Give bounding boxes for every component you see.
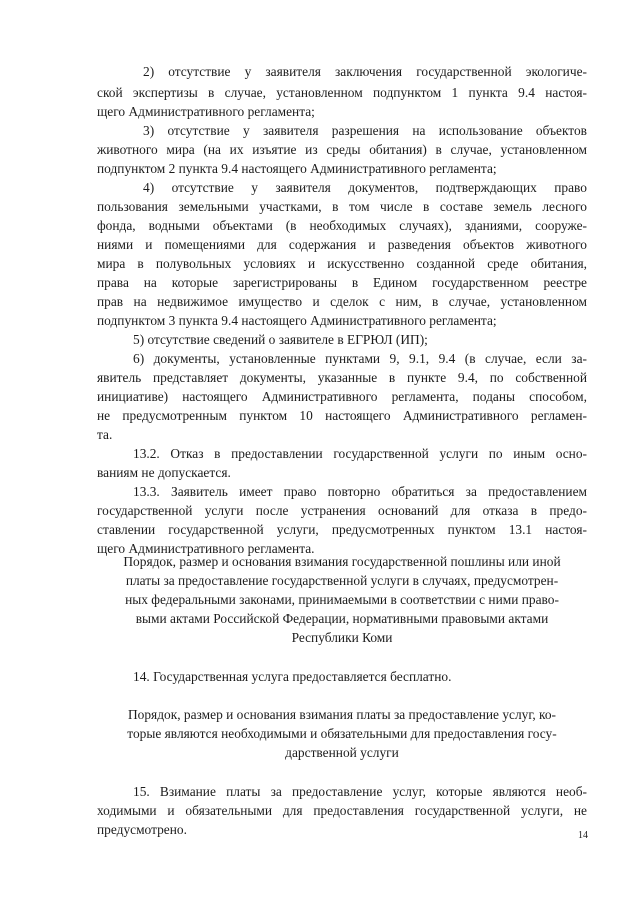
- text-line: мира в полувольных условиях и искусственно созданной среде обитания,: [97, 256, 587, 271]
- text-line: Порядок, размер и основания взимания государственной пошлины или иной: [123, 554, 561, 569]
- text-line: прав на недвижимое имущество и сделок с ним, в случае, установленном: [97, 294, 587, 309]
- text-line: щего Административного регламента.: [97, 541, 315, 556]
- text-line: пользования земельными участками, в том числе в составе земель лесного: [97, 199, 587, 214]
- text-line: 15. Взимание платы за предоставление услуг, которые являются необ-: [133, 784, 587, 799]
- text-line: 14. Государственная услуга предоставляется бесплатно.: [133, 669, 452, 684]
- text-line: предусмотрено.: [97, 822, 187, 837]
- text-line: Республики Коми: [291, 630, 393, 645]
- text-line: не предусмотренным пунктом 10 настоящего Административного регламен-: [97, 408, 587, 423]
- text-line: ставлении государственной услуги, предусмотренных пунктом 13.1 настоя-: [97, 522, 587, 537]
- text-line: щего Административного регламента;: [97, 104, 315, 119]
- text-line: 4) отсутствие у заявителя документов, подтверждающих право: [143, 180, 587, 195]
- text-line: ниями и помещениями для содержания и разведения объектов животного: [97, 237, 587, 252]
- text-line: ваниям не допускается.: [97, 465, 231, 480]
- text-line: инициативе) настоящего Административного регламента, поданы способом,: [97, 389, 587, 404]
- text-line: ской экспертизы в случае, установленном подпунктом 1 пункта 9.4 настоя-: [97, 85, 587, 100]
- text-line: ных федеральными законами, принимаемыми в соответствии с ними право-: [125, 592, 559, 607]
- text-line: 5) отсутствие сведений о заявителе в ЕГРЮЛ (ИП);: [133, 332, 428, 347]
- text-line: 3) отсутствие у заявителя разрешения на использование объектов: [143, 123, 587, 138]
- text-line: та.: [97, 427, 113, 442]
- text-line: 2) отсутствие у заявителя заключения государственной экологиче-: [143, 64, 587, 79]
- text-line: Порядок, размер и основания взимания платы за предоставление услуг, ко-: [127, 707, 556, 722]
- text-line: 13.3. Заявитель имеет право повторно обратиться за предоставлением: [133, 484, 587, 499]
- text-line: государственной услуги после устранения оснований для отказа в предо-: [97, 503, 587, 518]
- text-line: подпунктом 2 пункта 9.4 настоящего Административного регламента;: [97, 161, 497, 176]
- text-line: ходимыми и обязательными для предоставления государственной услуги, не: [97, 803, 587, 818]
- text-line: 13.2. Отказ в предоставлении государственной услуги по иным осно-: [133, 446, 587, 461]
- text-line: выми актами Российской Федерации, нормативными правовыми актами: [135, 611, 549, 626]
- text-line: платы за предоставление государственной услуги в случаях, предусмотрен-: [125, 573, 559, 588]
- text-line: дарственной услуги: [285, 745, 399, 760]
- page-number: 14: [578, 830, 588, 841]
- text-line: 6) документы, установленные пунктами 9, 9.1, 9.4 (в случае, если за-: [133, 351, 587, 366]
- text-line: фонда, водными объектами (в необходимых случаях), зданиями, сооруже-: [97, 218, 587, 233]
- text-line: явитель представляет документы, указанные в пункте 9.4, по собственной: [97, 370, 587, 385]
- text-line: права на которые зарегистрированы в Едином государственном реестре: [97, 275, 587, 290]
- text-line: подпунктом 3 пункта 9.4 настоящего Административного регламента;: [97, 313, 497, 328]
- text-line: торые являются необходимыми и обязательными для предоставления госу-: [127, 726, 557, 741]
- text-line: животного мира (на их изъятие из среды обитания) в случае, установленном: [97, 142, 587, 157]
